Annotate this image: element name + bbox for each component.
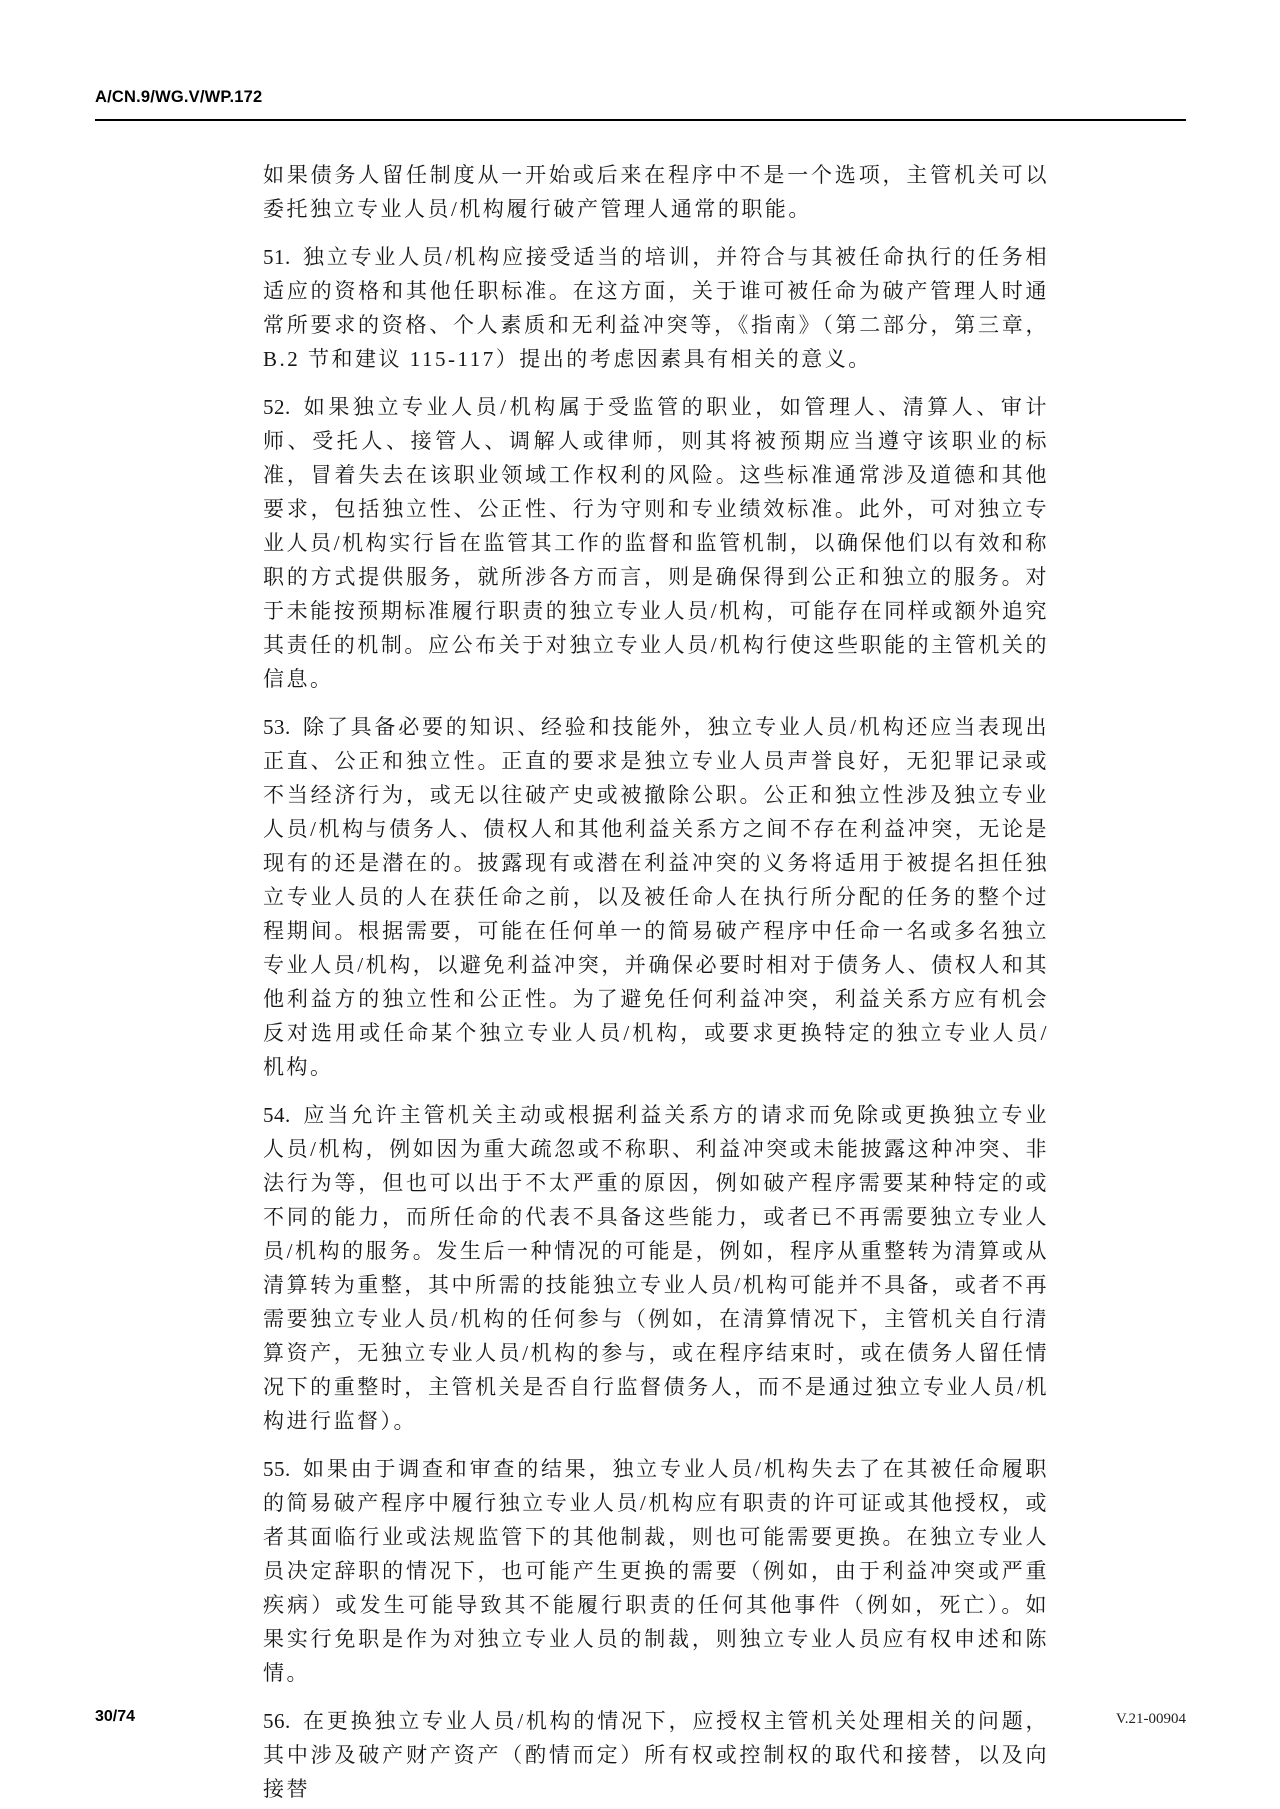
- paragraph-number: 54.: [263, 1103, 291, 1127]
- paragraph-53: [263, 710, 1049, 1084]
- document-symbol: A/CN.9/WG.V/WP.172: [95, 88, 263, 106]
- paragraph-55: [263, 1452, 1049, 1690]
- document-body: [263, 158, 1049, 1806]
- paragraph-54: [263, 1098, 1049, 1438]
- paragraph-number: 51.: [263, 245, 291, 269]
- paragraph-number: 53.: [263, 715, 291, 739]
- document-id: V.21-00904: [1115, 1711, 1186, 1727]
- paragraph-continuation: 如果债务人留任制度从一开始或后来在程序中不是一个选项，主管机关可以委托独立专业人员/机构履行破产管理人通常的职能。: [263, 163, 1049, 221]
- header-rule: [95, 119, 1186, 121]
- paragraph-text: 在更换独立专业人员/机构的情况下，应授权主管机关处理相关的问题，其中涉及破产财产资产（酌情而定）所有权或控制权的取代和接替，以及向接替: [263, 1709, 1049, 1801]
- paragraph-text: 如果由于调查和审查的结果，独立专业人员/机构失去了在其被任命履职的简易破产程序中履行独立专业人员/机构应有职责的许可证或其他授权，或者其面临行业或法规监管下的其他制裁，则也可能需要更换。在独立专业人员决定辞职的情况下，也可能产生更换的需要（例如，由于利益冲突或严重疾病）或发生可能导致其不能履行职责的任何其他事件（例如，死亡）。如果实行免职是作为对独立专业人员的制裁，则独立专业人员应有权申述和陈情。: [263, 1457, 1049, 1685]
- paragraph-text: 如果独立专业人员/机构属于受监管的职业，如管理人、清算人、审计师、受托人、接管人、调解人或律师，则其将被预期应当遵守该职业的标准，冒着失去在该职业领域工作权利的风险。这些标准通常涉及道德和其他要求，包括独立性、公正性、行为守则和专业绩效标准。此外，可对独立专业人员/机构实行旨在监管其工作的监督和监管机制，以确保他们以有效和称职的方式提供服务，就所涉各方而言，则是确保得到公正和独立的服务。对于未能按预期标准履行职责的独立专业人员/机构，可能存在同样或额外追究其责任的机制。应公布关于对独立专业人员/机构行使这些职能的主管机关的信息。: [263, 395, 1049, 691]
- paragraph-56: [263, 1704, 1049, 1806]
- paragraph-51: [263, 240, 1049, 376]
- paragraph-text: 独立专业人员/机构应接受适当的培训，并符合与其被任命执行的任务相适应的资格和其他任职标准。在这方面，关于谁可被任命为破产管理人时通常所要求的资格、个人素质和无利益冲突等，《指南》（第二部分，第三章，B.2 节和建议 115-117）提出的考虑因素具有相关的意义。: [263, 245, 1049, 371]
- paragraph-number: 56.: [263, 1709, 291, 1733]
- paragraph-text: 除了具备必要的知识、经验和技能外，独立专业人员/机构还应当表现出正直、公正和独立性。正直的要求是独立专业人员声誉良好，无犯罪记录或不当经济行为，或无以往破产史或被撤除公职。公正和独立性涉及独立专业人员/机构与债务人、债权人和其他利益关系方之间不存在利益冲突，无论是现有的还是潜在的。披露现有或潜在利益冲突的义务将适用于被提名担任独立专业人员的人在获任命之前，以及被任命人在执行所分配的任务的整个过程期间。根据需要，可能在任何单一的简易破产程序中任命一名或多名独立专业人员/机构，以避免利益冲突，并确保必要时相对于债务人、债权人和其他利益方的独立性和公正性。为了避免任何利益冲突，利益关系方应有机会反对选用或任命某个独立专业人员/机构，或要求更换特定的独立专业人员/机构。: [263, 715, 1049, 1079]
- paragraph-number: 55.: [263, 1457, 291, 1481]
- paragraph-text: 应当允许主管机关主动或根据利益关系方的请求而免除或更换独立专业人员/机构，例如因为重大疏忽或不称职、利益冲突或未能披露这种冲突、非法行为等，但也可以出于不太严重的原因，例如破产程序需要某种特定的或不同的能力，而所任命的代表不具备这些能力，或者已不再需要独立专业人员/机构的服务。发生后一种情况的可能是，例如，程序从重整转为清算或从清算转为重整，其中所需的技能独立专业人员/机构可能并不具备，或者不再需要独立专业人员/机构的任何参与（例如，在清算情况下，主管机关自行清算资产，无独立专业人员/机构的参与，或在程序结束时，或在债务人留任情况下的重整时，主管机关是否自行监督债务人，而不是通过独立专业人员/机构进行监督）。: [263, 1103, 1049, 1433]
- page-number: 30/74: [95, 1708, 136, 1725]
- paragraph-number: 52.: [263, 395, 291, 419]
- paragraph-52: [263, 390, 1049, 696]
